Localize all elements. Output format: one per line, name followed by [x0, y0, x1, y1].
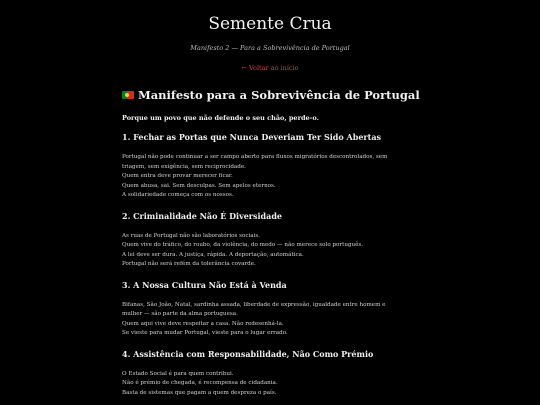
section-body-1 — [122, 153, 422, 201]
body-line: Bifanas, São João, Natal, sardinha assada, liberdade de expressão, igualdade entre homem e — [122, 301, 386, 308]
article-title-text: Manifesto para a Sobrevivência de Portugal — [138, 88, 420, 102]
portugal-flag-icon — [122, 91, 134, 99]
body-line: Quem aqui vive deve respeitar a casa. Não redesenhá-la. — [122, 320, 284, 327]
section-body-4 — [122, 370, 422, 399]
body-line: As ruas de Portugal não são laboratórios sociais. — [122, 232, 261, 239]
body-line: Não é prémio de chegada, é recompensa de cidadania. — [122, 380, 278, 386]
body-line: A solidariedade começa com os nossos. — [122, 192, 234, 198]
body-line: triagem, sem exigência, sem reciprocidade. — [122, 163, 246, 170]
section-heading-1: 1. Fechar as Portas que Nunca Deveriam Ter Sido Abertas — [122, 132, 381, 142]
page-subtitle: Manifesto 2 — Para a Sobrevivência de Portugal — [190, 44, 350, 52]
section-body-3 — [122, 301, 422, 339]
body-line: Basta de sistemas que pagam a quem despreza o país. — [122, 389, 277, 396]
section-body-2 — [122, 232, 422, 270]
body-line: Quem entra deve provar merecer ficar. — [122, 173, 233, 179]
section-heading-3: 3. A Nossa Cultura Não Está à Venda — [122, 279, 287, 290]
article — [122, 88, 422, 398]
body-line: mulher — são parte da alma portuguesa. — [122, 311, 238, 317]
article-intro: Porque um povo que não defende o seu chão, perde-o. — [122, 114, 319, 122]
body-line: Se vieste para mudar Portugal, vieste para o lugar errado. — [122, 330, 288, 336]
section-heading-4: 4. Assistência com Responsabilidade, Não Como Prémio — [122, 348, 374, 359]
section-heading-2: 2. Criminalidade Não É Diversidade — [122, 210, 283, 221]
article-title — [122, 88, 422, 102]
back-to-home-link[interactable]: ← Voltar ao início — [241, 64, 299, 72]
body-line: Quem vive do tráfico, do roubo, da violência, do medo — não merece solo português. — [122, 242, 364, 248]
site-title[interactable]: Semente Crua — [208, 14, 332, 34]
body-line: Quem abusa, sai. Sem desculpas. Sem apelos eternos. — [122, 182, 276, 189]
body-line: Portugal não será refém da tolerância covarde. — [122, 261, 256, 267]
body-line: Portugal não pode continuar a ser campo aberto para fluxos migratórios descontrolados, sem — [122, 154, 388, 160]
body-line: O Estado Social é para quem contribui. — [122, 370, 234, 377]
body-line: A lei deve ser dura. A justiça, rápida. A deportação, automática. — [122, 251, 304, 258]
